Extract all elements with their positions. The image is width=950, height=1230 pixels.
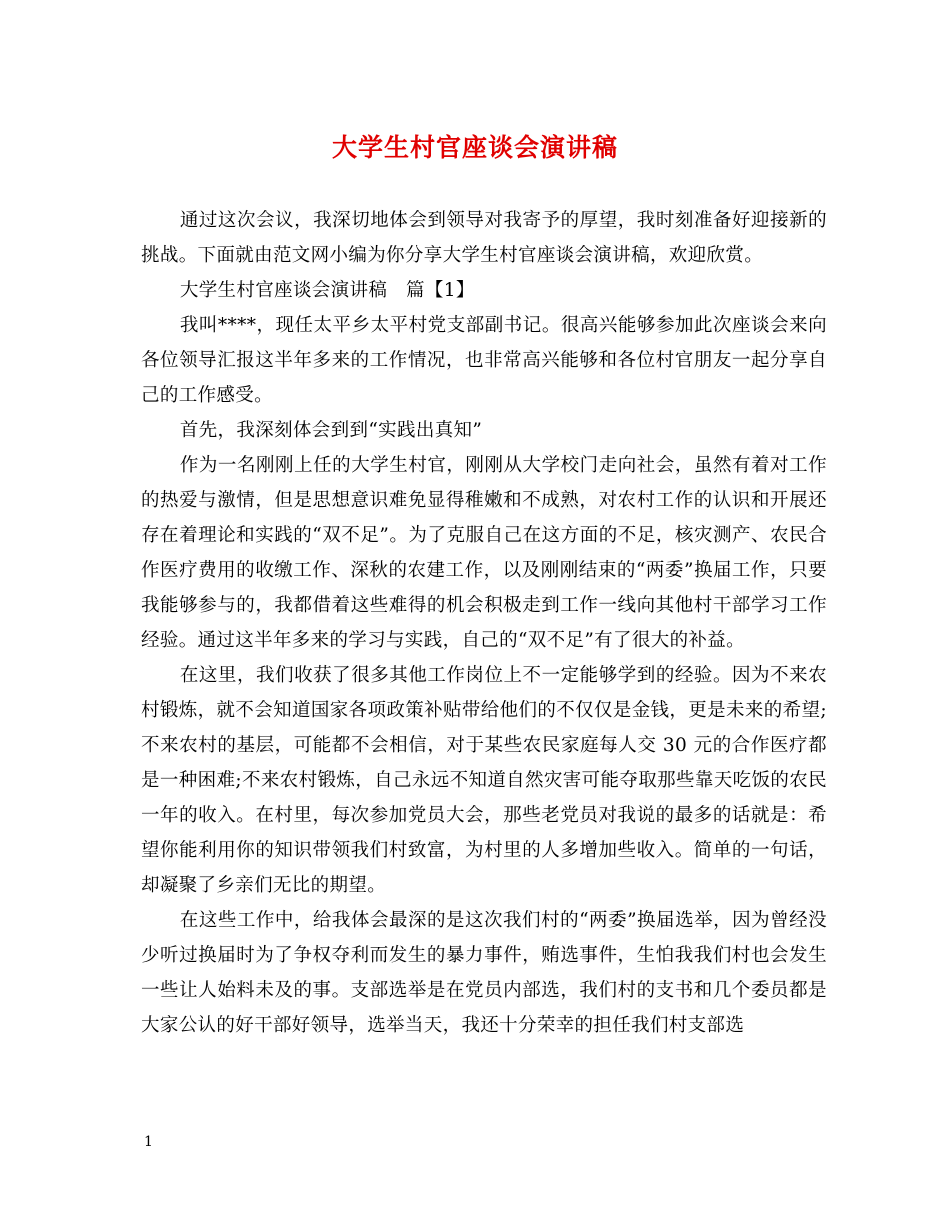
- paragraph-intro: 通过这次会议，我深切地体会到领导对我寄予的厚望，我时刻准备好迎接新的挑战。下面就由范文网小编为你分享大学生村官座谈会演讲稿，欢迎欣赏。: [141, 210, 827, 266]
- paragraph-section-heading: 大学生村官座谈会演讲稿 篇【1】: [179, 280, 475, 301]
- paragraph-work-experience: 作为一名刚刚上任的大学生村官，刚刚从大学校门走向社会，虽然有着对工作的热爱与激情，但是思想意识难免显得稚嫩和不成熟，对农村工作的认识和开展还存在着理论和实践的“双不足”。为了克服自己在这方面的不足，核灾测产、农民合作医疗费用的收缴工作、深秋的农建工作，以及刚刚结束的“两委”换届工作，只要我能够参与的，我都借着这些难得的机会积极走到工作一线向其他村干部学习工作经验。通过这半年多来的学习与实践，自己的“双不足”有了很大的补益。: [141, 455, 827, 651]
- paragraph-first-point: 首先，我深刻体会到到“实践出真知”: [179, 420, 483, 441]
- page-number: 1: [144, 1134, 153, 1150]
- paragraph-rural-lessons: 在这里，我们收获了很多其他工作岗位上不一定能够学到的经验。因为不来农村锻炼，就不会知道国家各项政策补贴带给他们的不仅仅是金钱，更是未来的希望;不来农村的基层，可能都不会相信，对于某些农民家庭每人交 30 元的合作医疗都是一种困难;不来农村锻炼，自己永远不知道自然灾害可能夺取那些靠天吃饭的农民一年的收入。在村里，每次参加党员大会，那些老党员对我说的最多的话就是：希望你能利用你的知识带领我们村致富，为村里的人多增加些收入。简单的一句话，却凝聚了乡亲们无比的期望。: [141, 665, 827, 896]
- paragraph-election: 在这些工作中，给我体会最深的是这次我们村的“两委”换届选举，因为曾经没少听过换届时为了争权夺利而发生的暴力事件，贿选事件，生怕我我们村也会发生一些让人始料未及的事。支部选举是在党员内部选，我们村的支书和几个委员都是大家公认的好干部好领导，选举当天，我还十分荣幸的担任我们村支部选: [141, 910, 827, 1036]
- document-body: [141, 203, 827, 1043]
- document-title: 大学生村官座谈会演讲稿: [331, 133, 618, 162]
- paragraph-self-introduction: 我叫****，现任太平乡太平村党支部副书记。很高兴能够参加此次座谈会来向各位领导汇报这半年多来的工作情况，也非常高兴能够和各位村官朋友一起分享自己的工作感受。: [141, 315, 827, 406]
